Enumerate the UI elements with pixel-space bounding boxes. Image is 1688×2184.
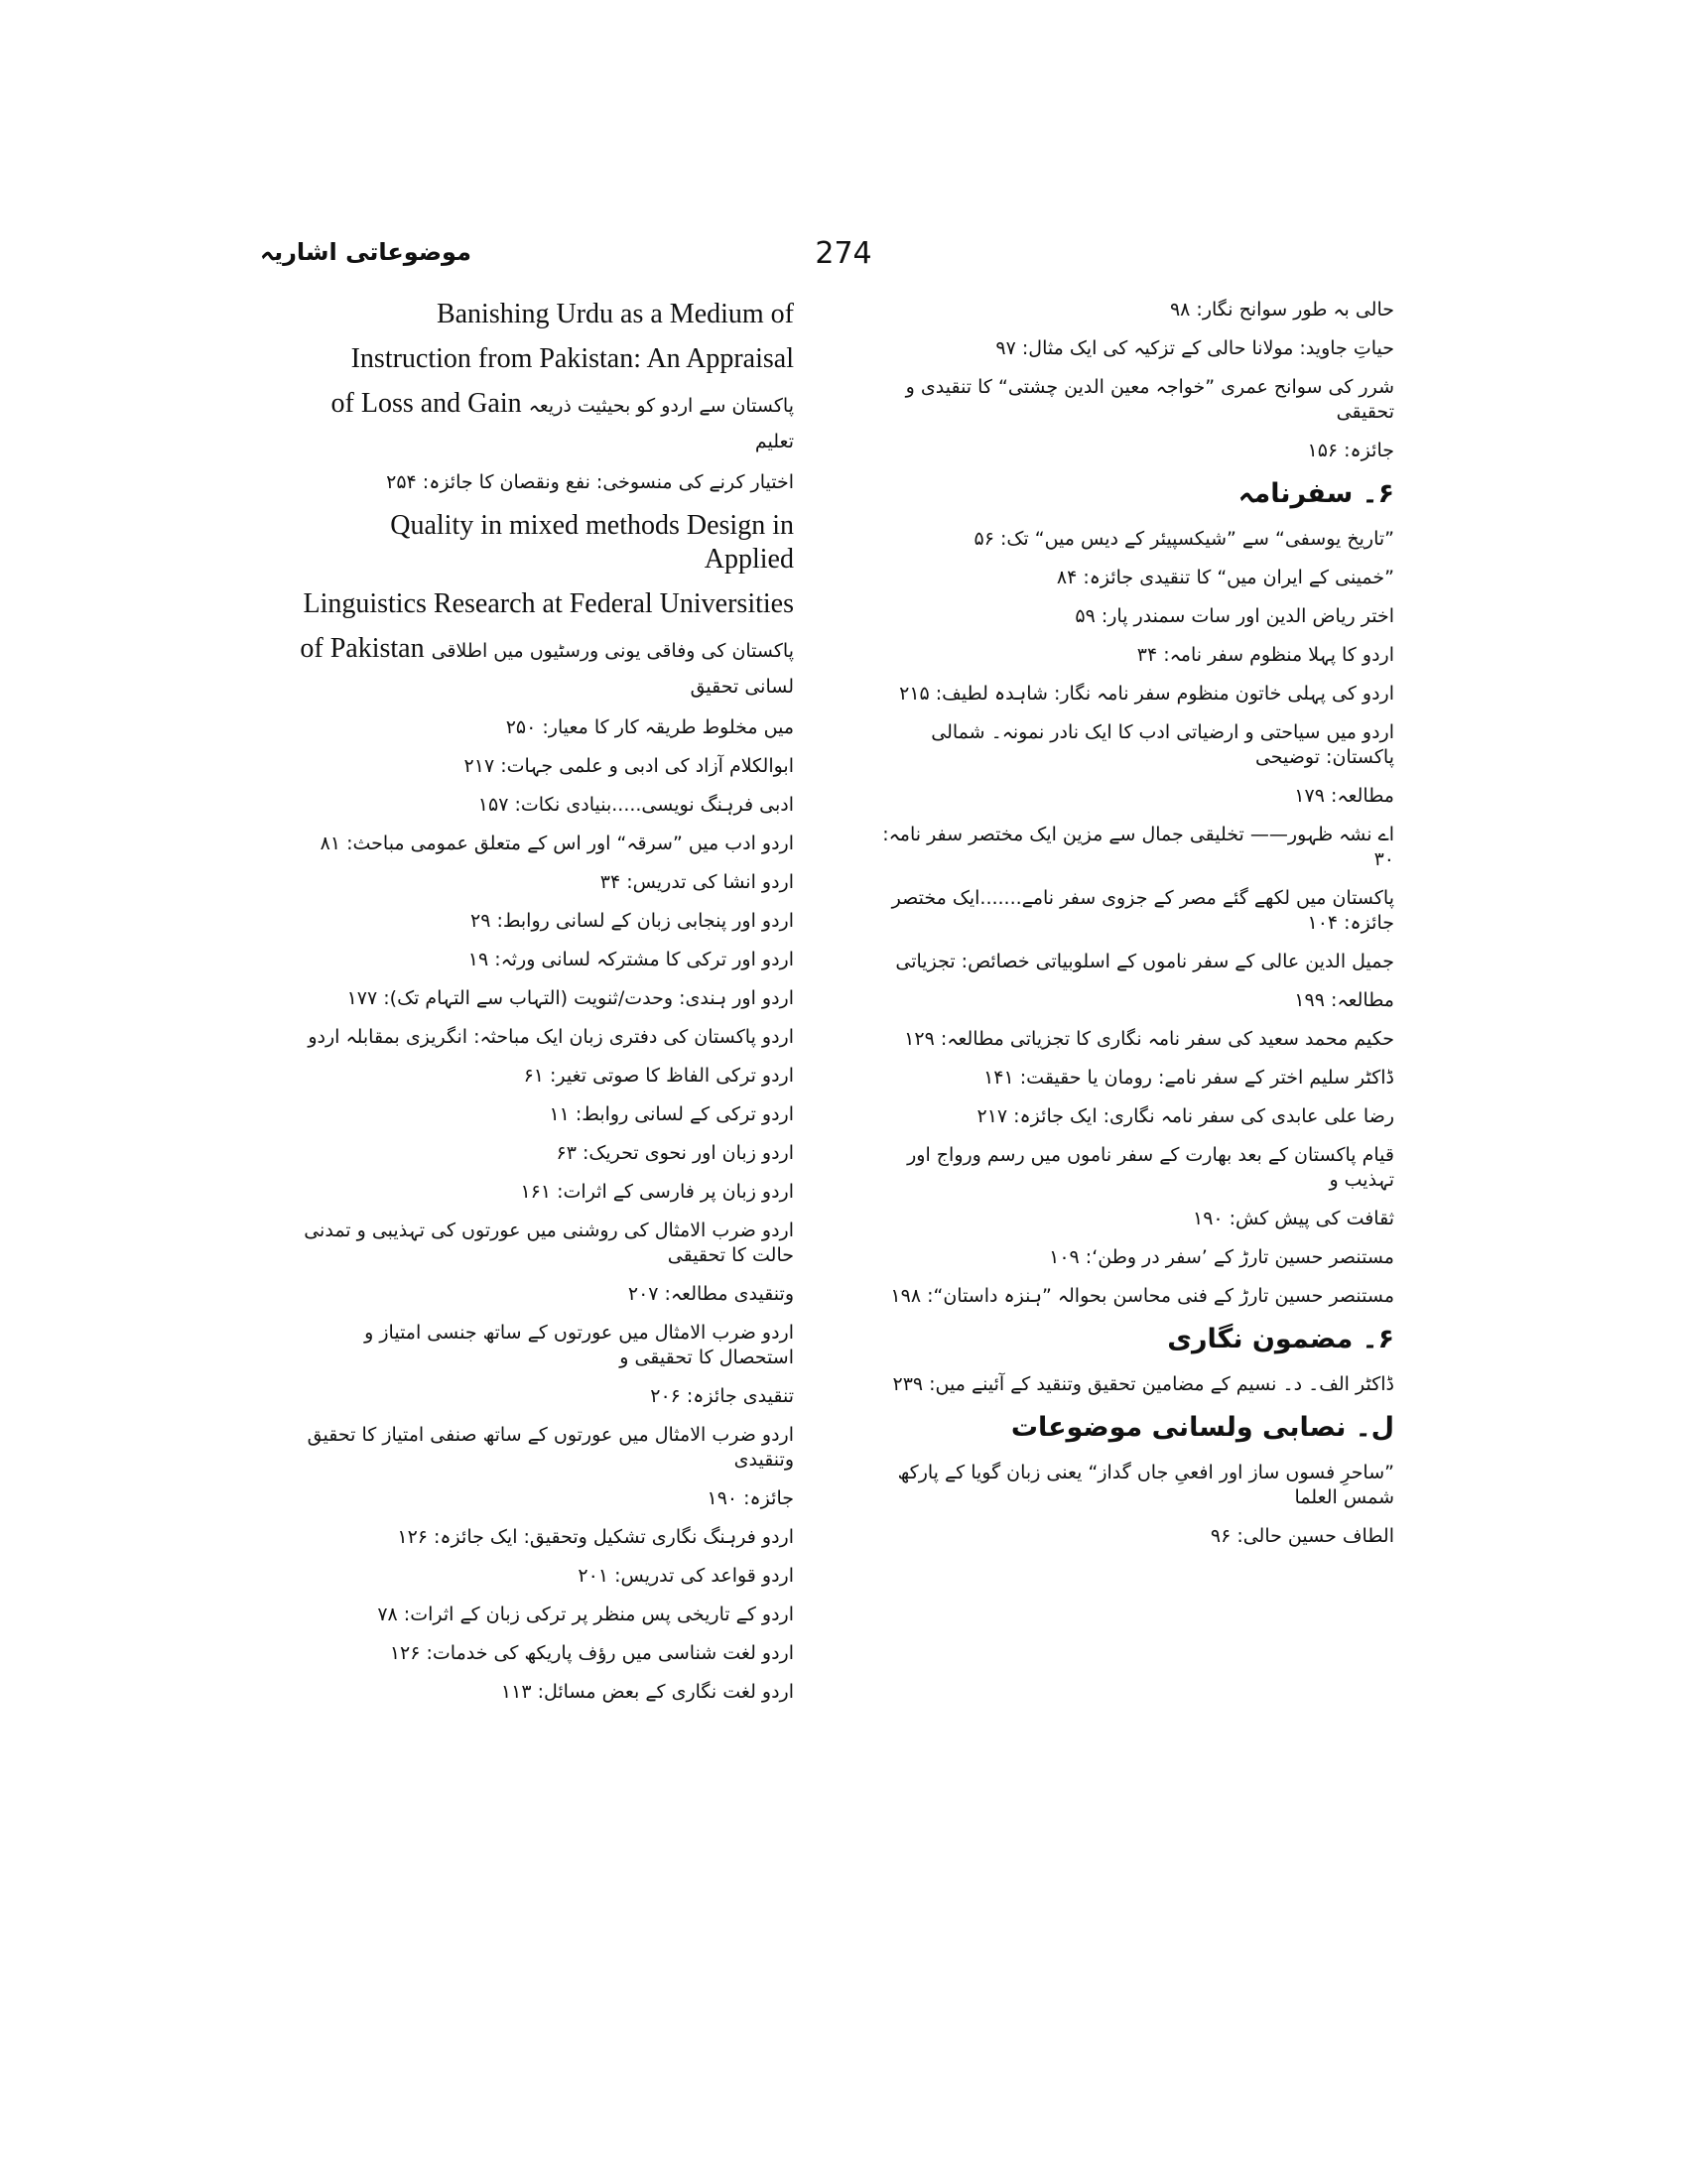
index-entry	[298, 793, 794, 818]
urdu-translation-start: پاکستان کی وفاقی یونی ورسٹیوں میں اطلاقی لسانی تحقیق	[431, 640, 794, 698]
entry-line: اختر ریاض الدین اور سات سمندر پار: ۵۹	[1075, 605, 1394, 627]
entry-line: ”ساحرِ فسوں ساز اور افعیِ جاں گداز“ یعنی زبان گویا کے پارکھ شمس العلما	[897, 1462, 1394, 1508]
entry-line: اردو اور ہندی: وحدت/ثنویت (التہاب سے التہام تک): ۱۷۷	[346, 987, 794, 1009]
english-title-line: Linguistics Research at Federal Universities	[303, 588, 794, 619]
english-mixed-line	[298, 632, 794, 704]
index-entry	[878, 643, 1394, 668]
right-column	[878, 298, 1394, 1563]
index-entry	[878, 1372, 1394, 1397]
entry-line: اردو قواعد کی تدریس: ۲۰۱	[578, 1565, 794, 1587]
index-entry	[878, 1245, 1394, 1270]
entry-line: مستنصر حسین تارڑ کے فنی محاسن بحوالہ ”ہنزہ داستان“: ۱۹۸	[890, 1285, 1394, 1307]
index-entry	[298, 754, 794, 779]
entry-line: ثقافت کی پیش کش: ۱۹۰	[1192, 1208, 1394, 1229]
travelogue-entries	[878, 527, 1394, 1309]
left-entry-list	[298, 754, 794, 1705]
section-heading-essay: ۶۔ مضمون نگاری	[1167, 1324, 1394, 1354]
essay-entries	[878, 1372, 1394, 1397]
index-entry	[298, 1141, 794, 1166]
index-entry	[878, 950, 1394, 1013]
entry-line: مطالعہ: ۱۹۹	[1294, 989, 1394, 1011]
index-entry	[298, 1680, 794, 1705]
entry-line: جائزہ: ۱۵۶	[1307, 440, 1394, 461]
english-title-line: Banishing Urdu as a Medium of	[436, 299, 794, 329]
entry-line: قیام پاکستان کے بعد بھارت کے سفر ناموں میں رسم ورواج اور تہذیب و	[907, 1144, 1394, 1191]
index-entry	[298, 1025, 794, 1050]
index-entry	[298, 1423, 794, 1511]
entry-line: اردو کا پہلا منظوم سفر نامہ: ۳۴	[1136, 644, 1394, 666]
index-entry	[878, 682, 1394, 707]
index-entry	[298, 870, 794, 895]
entry-line: حالی بہ طور سوانح نگار: ۹۸	[1169, 299, 1394, 321]
english-title-line: Instruction from Pakistan: An Appraisal	[350, 343, 794, 374]
entry-line: حکیم محمد سعید کی سفر نامہ نگاری کا تجزیاتی مطالعہ: ۱۲۹	[904, 1028, 1394, 1050]
entry-line: ڈاکٹر سلیم اختر کے سفر نامے: رومان یا حقیقت: ۱۴۱	[983, 1067, 1394, 1089]
index-entry	[298, 1525, 794, 1550]
index-entry	[298, 832, 794, 856]
entry-line: اردو کی پہلی خاتون منظوم سفر نامہ نگار: شاہدہ لطیف: ۲۱۵	[899, 683, 1394, 705]
index-entry	[298, 986, 794, 1011]
entry-line: اردو اور ترکی کا مشترکہ لسانی ورثہ: ۱۹	[467, 949, 794, 970]
left-column	[298, 298, 794, 1719]
index-entry	[878, 298, 1394, 322]
index-entry	[878, 1143, 1394, 1231]
entry-line: ”تاریخ یوسفی“ سے ”شیکسپیئر کے دیس میں“ تک: ۵۶	[974, 528, 1394, 550]
right-top-entries	[878, 298, 1394, 463]
index-entry	[878, 566, 1394, 590]
entry-line: اردو ضرب الامثال میں عورتوں کے ساتھ صنفی امتیاز کا تحقیق وتنقیدی	[307, 1424, 794, 1471]
entry-line: جائزہ: ۱۹۰	[707, 1487, 794, 1509]
index-entry	[298, 1321, 794, 1409]
index-entry	[878, 375, 1394, 463]
index-entry	[298, 1564, 794, 1589]
index-entry	[878, 1027, 1394, 1052]
index-entry	[298, 909, 794, 934]
urdu-translation-end: اختیار کرنے کی منسوخی: نفع ونقصان کا جائزہ: ۲۵۴	[386, 471, 794, 493]
entry-line: ابوالکلام آزاد کی ادبی و علمی جہات: ۲۱۷	[463, 755, 794, 777]
entry-line: اردو پاکستان کی دفتری زبان ایک مباحثہ: انگریزی بمقابلہ اردو	[308, 1026, 794, 1048]
section-heading-curricular-linguistic: ل۔ نصابی ولسانی موضوعات	[1010, 1412, 1394, 1443]
index-entry	[878, 720, 1394, 809]
entry-line: مستنصر حسین تارڑ کے ’سفر در وطن‘: ۱۰۹	[1049, 1246, 1394, 1268]
index-entry	[878, 336, 1394, 361]
index-entry	[878, 527, 1394, 552]
index-entry	[878, 604, 1394, 629]
entry-line: ڈاکٹر الف۔ د۔ نسیم کے مضامین تحقیق وتنقید کے آئینے میں: ۲۳۹	[892, 1373, 1394, 1395]
entry-line: اردو لغت شناسی میں رؤف پاریکھ کی خدمات: ۱۲۶	[389, 1642, 794, 1664]
entry-line: اردو ادب میں ”سرقہ“ اور اس کے متعلق عمومی مباحث: ۸۱	[320, 833, 794, 854]
entry-line: اردو لغت نگاری کے بعض مسائل: ۱۱۳	[500, 1681, 794, 1703]
english-entry	[298, 509, 794, 704]
urdu-translation-start: پاکستان سے اردو کو بحیثیت ذریعہ تعلیم	[528, 395, 794, 452]
index-entry	[298, 1603, 794, 1627]
entry-line: اردو کے تاریخی پس منظر پر ترکی زبان کے اثرات: ۷۸	[377, 1604, 794, 1625]
entry-line: وتنقیدی مطالعہ: ۲۰۷	[627, 1283, 794, 1305]
index-entry	[298, 1102, 794, 1127]
index-entry	[298, 948, 794, 972]
entry-line: الطاف حسین حالی: ۹۶	[1210, 1525, 1394, 1547]
english-title-line: Quality in mixed methods Design in Applied	[390, 510, 794, 575]
section-heading-travelogue: ۶۔ سفرنامہ	[1237, 478, 1394, 509]
index-entry	[298, 1219, 794, 1307]
entry-line: اردو زبان اور نحوی تحریک: ۶۳	[556, 1142, 794, 1164]
urdu-translation-end: میں مخلوط طریقہ کار کا معیار: ۲۵۰	[505, 716, 794, 738]
index-entry	[878, 823, 1394, 872]
english-title-end: of Loss and Gain	[330, 388, 522, 419]
entry-line: حیاتِ جاوید: مولانا حالی کے تزکیہ کی ایک مثال: ۹۷	[995, 337, 1394, 359]
entry-line: اردو ضرب الامثال کی روشنی میں عورتوں کی تہذیبی و تمدنی حالت کا تحقیقی	[304, 1220, 794, 1266]
running-title: موضوعاتی اشاریہ	[260, 238, 471, 266]
entry-line: اردو ترکی کے لسانی روابط: ۱۱	[549, 1103, 794, 1125]
index-entry	[298, 1641, 794, 1666]
english-title-end: of Pakistan	[300, 633, 425, 664]
entry-line: ”خمینی کے ایران میں“ کا تنقیدی جائزہ: ۸۴	[1056, 567, 1394, 588]
entry-line: مطالعہ: ۱۷۹	[1294, 785, 1394, 807]
english-mixed-line	[298, 387, 794, 458]
entry-line: اردو ضرب الامثال میں عورتوں کے ساتھ جنسی امتیاز و استحصال کا تحقیقی و	[364, 1322, 794, 1368]
english-entries	[298, 298, 794, 740]
english-entry	[298, 298, 794, 458]
entry-line: اردو ترکی الفاظ کا صوتی تغیر: ۶۱	[523, 1065, 794, 1087]
entry-line: اردو فرہنگ نگاری تشکیل وتحقیق: ایک جائزہ: ۱۲۶	[397, 1526, 794, 1548]
entry-line: ادبی فرہنگ نویسی.....بنیادی نکات: ۱۵۷	[477, 794, 794, 816]
entry-line: اردو میں سیاحتی و ارضیاتی ادب کا ایک نادر نمونہ۔ شمالی پاکستان: توضیحی	[931, 721, 1394, 768]
page-number: 274	[815, 236, 872, 271]
curricular-linguistic-entries	[878, 1461, 1394, 1549]
entry-line: شرر کی سوانح عمری ”خواجہ معین الدین چشتی“ کا تنقیدی و تحقیقی	[905, 376, 1394, 423]
index-entry	[878, 1066, 1394, 1091]
entry-line: جمیل الدین عالی کے سفر ناموں کے اسلوبیاتی خصائص: تجزیاتی	[895, 951, 1394, 972]
index-entry	[878, 1104, 1394, 1129]
entry-line: اے نشہ ظہور—— تخلیقی جمال سے مزین ایک مختصر سفر نامہ: ۳۰	[882, 824, 1394, 870]
entry-line: تنقیدی جائزہ: ۲۰۶	[650, 1385, 794, 1407]
entry-line: اردو انشا کی تدریس: ۳۴	[599, 871, 794, 893]
index-entry	[298, 1064, 794, 1089]
entry-line: اردو زبان پر فارسی کے اثرات: ۱۶۱	[520, 1181, 794, 1203]
entry-line: پاکستان میں لکھے گئے مصر کے جزوی سفر نامے.......ایک مختصر جائزہ: ۱۰۴	[891, 887, 1394, 934]
entry-line: اردو اور پنجابی زبان کے لسانی روابط: ۲۹	[469, 910, 794, 932]
entry-line: رضا علی عابدی کی سفر نامہ نگاری: ایک جائزہ: ۲۱۷	[976, 1105, 1394, 1127]
index-entry	[878, 886, 1394, 936]
index-entry	[298, 1180, 794, 1205]
index-entry	[878, 1284, 1394, 1309]
index-entry	[878, 1461, 1394, 1549]
